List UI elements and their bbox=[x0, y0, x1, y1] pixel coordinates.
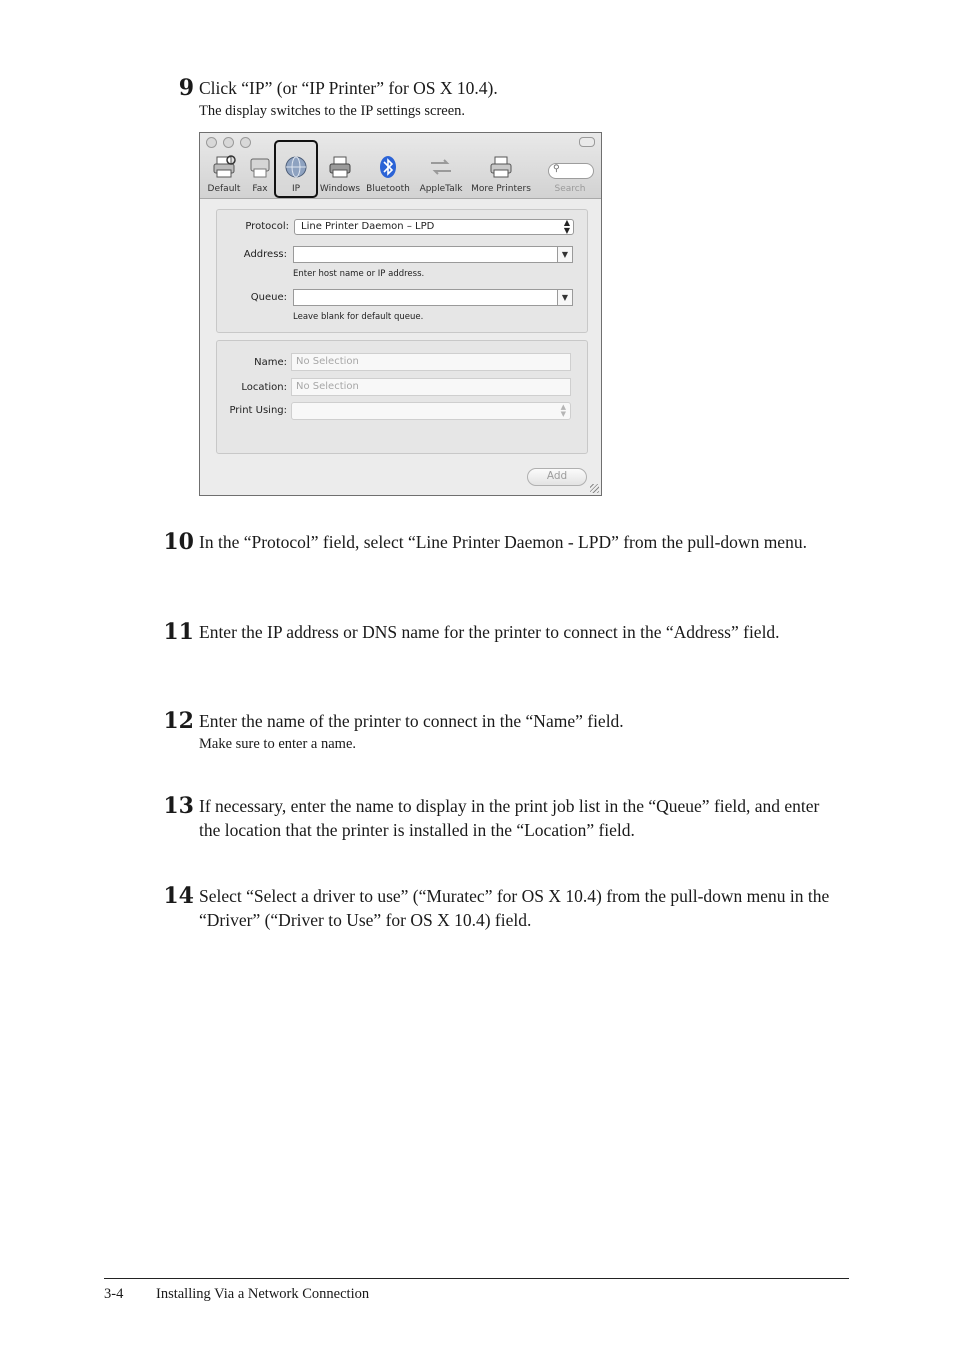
add-button[interactable]: Add bbox=[527, 468, 587, 486]
printer-icon bbox=[211, 155, 237, 179]
toolbar-label: Default bbox=[207, 184, 241, 194]
toolbar-appletalk[interactable] bbox=[418, 151, 464, 197]
protocol-label: Protocol: bbox=[245, 221, 289, 232]
step-text: If necessary, enter the name to display in the print job list in the “Queue” field, and enter the location that the printer is installed in the “Location” field. bbox=[199, 796, 820, 840]
bluetooth-icon bbox=[375, 155, 401, 179]
queue-combo[interactable] bbox=[293, 289, 573, 306]
search-label: Search bbox=[554, 184, 586, 194]
close-window-button[interactable] bbox=[206, 137, 217, 148]
step-text: Enter the IP address or DNS name for the printer to connect in the “Address” field. bbox=[199, 622, 780, 642]
protocol-select[interactable] bbox=[294, 219, 574, 235]
minimize-window-button[interactable] bbox=[223, 137, 234, 148]
step-number: 13 bbox=[163, 793, 194, 819]
step-number: 11 bbox=[163, 619, 194, 645]
magnifier-icon: ⚲ bbox=[553, 164, 560, 174]
step-note: Make sure to enter a name. bbox=[199, 736, 357, 752]
toolbar-label: Windows bbox=[319, 184, 361, 194]
toolbar-label: More Printers bbox=[471, 184, 531, 194]
search-input[interactable] bbox=[548, 163, 594, 179]
step-text: In the “Protocol” field, select “Line Printer Daemon - LPD” from the pull-down menu. bbox=[199, 532, 807, 552]
step-number: 10 bbox=[163, 529, 194, 555]
page-number: 3-4 bbox=[104, 1286, 124, 1302]
printer-icon bbox=[488, 155, 514, 179]
name-placeholder: No Selection bbox=[296, 356, 359, 367]
toolbar-label: IP bbox=[291, 184, 301, 194]
step-text: Click “IP” (or “IP Printer” for OS X 10.4). bbox=[199, 78, 498, 98]
fax-icon bbox=[247, 155, 273, 179]
footer-divider bbox=[104, 1278, 849, 1279]
toolbar-label: Fax bbox=[252, 184, 268, 194]
step-number: 12 bbox=[163, 708, 194, 734]
connection-group bbox=[216, 209, 588, 333]
step-text: Enter the name of the printer to connect in the “Name” field. bbox=[199, 711, 624, 731]
toolbar-label: Bluetooth bbox=[366, 184, 410, 194]
windows-printer-icon bbox=[327, 155, 353, 179]
up-down-arrows-icon: ▲ ▼ bbox=[560, 403, 566, 418]
address-hint: Enter host name or IP address. bbox=[293, 269, 425, 279]
up-down-arrows-icon: ▲ ▼ bbox=[563, 218, 570, 235]
toolbar-ip[interactable] bbox=[279, 151, 313, 197]
printer-details-group bbox=[216, 340, 588, 454]
protocol-value: Line Printer Daemon – LPD bbox=[301, 221, 435, 232]
toolbar-more-printers[interactable] bbox=[472, 151, 530, 197]
globe-icon bbox=[283, 155, 309, 179]
location-field[interactable] bbox=[291, 378, 571, 396]
window-toolbar bbox=[200, 133, 601, 199]
address-label: Address: bbox=[243, 249, 287, 260]
queue-label: Queue: bbox=[250, 292, 287, 303]
name-label: Name: bbox=[254, 357, 287, 368]
zoom-window-button[interactable] bbox=[240, 137, 251, 148]
address-combo[interactable] bbox=[293, 246, 573, 263]
toolbar-bluetooth[interactable] bbox=[366, 151, 410, 197]
step-number: 9 bbox=[178, 75, 194, 101]
appletalk-icon bbox=[428, 155, 454, 179]
name-field[interactable] bbox=[291, 353, 571, 371]
resize-grip-icon[interactable] bbox=[590, 484, 599, 493]
chevron-down-icon[interactable]: ▼ bbox=[557, 247, 572, 262]
queue-hint: Leave blank for default queue. bbox=[293, 312, 424, 322]
print-using-label: Print Using: bbox=[229, 405, 287, 416]
chevron-down-icon[interactable]: ▼ bbox=[557, 290, 572, 305]
location-label: Location: bbox=[241, 382, 287, 393]
toolbar-label: AppleTalk bbox=[419, 184, 463, 194]
toolbar-windows[interactable] bbox=[320, 151, 360, 197]
step-text: Select “Select a driver to use” (“Muratec” for OS X 10.4) from the pull-down menu in the “Driver” (“Driver to Use” for OS X 10.4) field. bbox=[199, 886, 830, 930]
printer-browser-window bbox=[199, 132, 602, 496]
step-number: 14 bbox=[163, 883, 194, 909]
print-using-select[interactable] bbox=[291, 402, 571, 420]
footer-title: Installing Via a Network Connection bbox=[156, 1286, 370, 1302]
location-placeholder: No Selection bbox=[296, 381, 359, 392]
step-note: The display switches to the IP settings screen. bbox=[199, 103, 466, 119]
toolbar-toggle-button[interactable] bbox=[579, 137, 595, 147]
